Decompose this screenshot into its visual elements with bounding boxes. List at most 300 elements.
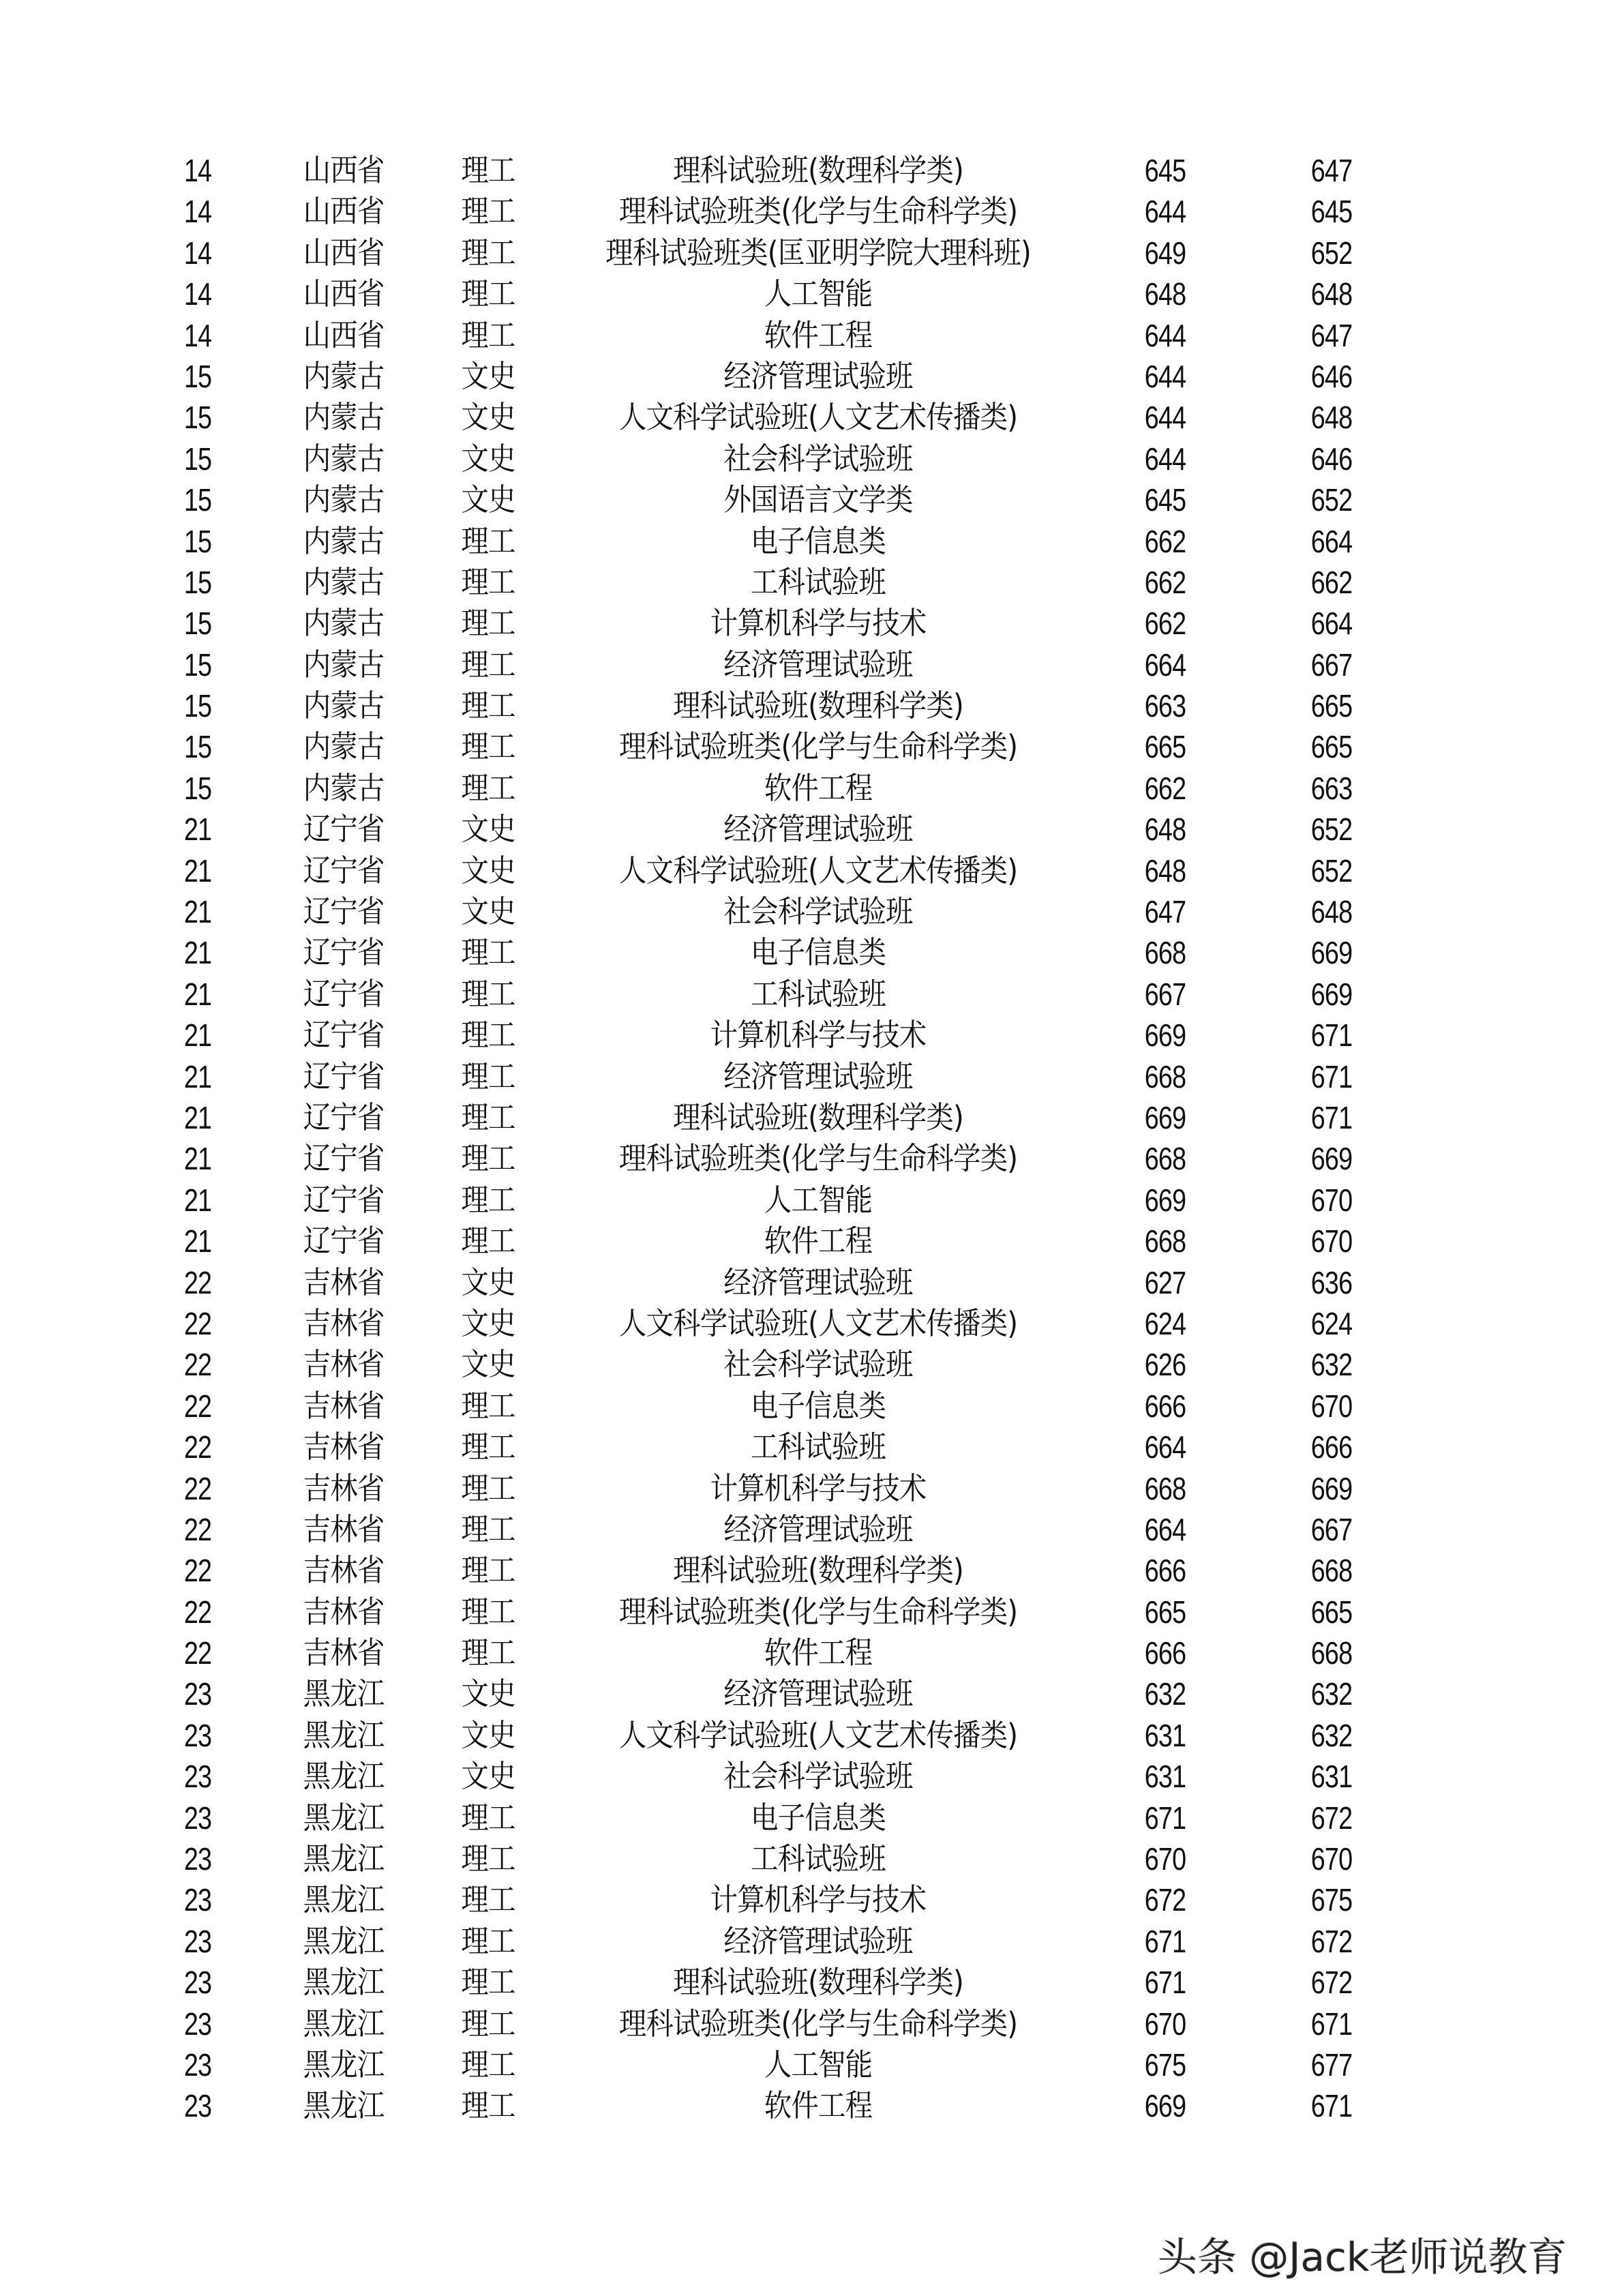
province-cell: 山西省 — [303, 275, 385, 312]
province-cell: 内蒙古 — [303, 522, 385, 559]
province-code-cell: 21 — [183, 1017, 212, 1054]
table-row — [0, 438, 1622, 479]
table-row — [0, 191, 1622, 232]
major-cell: 软件工程 — [764, 1223, 873, 1259]
major-cell: 理科试验班类(化学与生命科学类) — [618, 2005, 1018, 2042]
major-cell: 理科试验班(数理科学类) — [673, 1552, 963, 1589]
max-score-cell: 670 — [1310, 1388, 1353, 1424]
min-score-cell: 671 — [1144, 1923, 1186, 1959]
major-cell: 经济管理试验班 — [723, 1264, 913, 1300]
max-score-cell: 646 — [1310, 358, 1353, 394]
province-code-cell: 22 — [183, 1635, 212, 1671]
province-cell: 吉林省 — [303, 1346, 385, 1383]
province-code-cell: 22 — [183, 1511, 212, 1547]
table-row — [0, 932, 1622, 973]
province-code-cell: 15 — [183, 729, 212, 765]
max-score-cell: 652 — [1310, 811, 1353, 848]
min-score-cell: 644 — [1144, 317, 1186, 353]
max-score-cell: 664 — [1310, 606, 1353, 642]
min-score-cell: 648 — [1144, 852, 1186, 889]
major-cell: 电子信息类 — [750, 522, 886, 559]
table-row — [0, 315, 1622, 356]
min-score-cell: 662 — [1144, 770, 1186, 806]
category-cell: 理工 — [461, 1510, 515, 1547]
max-score-cell: 648 — [1310, 400, 1353, 436]
province-code-cell: 23 — [183, 2006, 212, 2042]
max-score-cell: 670 — [1310, 1841, 1353, 1877]
table-row — [0, 1097, 1622, 1138]
province-code-cell: 14 — [183, 235, 212, 271]
province-cell: 辽宁省 — [303, 1099, 385, 1135]
max-score-cell: 671 — [1310, 1017, 1353, 1054]
province-code-cell: 21 — [183, 1058, 212, 1094]
category-cell: 文史 — [461, 1758, 515, 1795]
category-cell: 理工 — [461, 1223, 515, 1259]
province-cell: 辽宁省 — [303, 852, 385, 889]
min-score-cell: 624 — [1144, 1305, 1186, 1341]
major-cell: 工科试验班 — [750, 1429, 886, 1465]
province-code-cell: 15 — [183, 606, 212, 642]
category-cell: 理工 — [461, 563, 515, 600]
table-row — [0, 1056, 1622, 1097]
major-cell: 电子信息类 — [750, 1387, 886, 1424]
min-score-cell: 632 — [1144, 1676, 1186, 1712]
category-cell: 理工 — [461, 605, 515, 642]
table-row — [0, 1344, 1622, 1385]
table-row — [0, 562, 1622, 603]
max-score-cell: 631 — [1310, 1759, 1353, 1795]
table-row — [0, 1386, 1622, 1427]
max-score-cell: 652 — [1310, 482, 1353, 518]
province-code-cell: 21 — [183, 894, 212, 930]
min-score-cell: 667 — [1144, 976, 1186, 1012]
max-score-cell: 672 — [1310, 1800, 1353, 1836]
max-score-cell: 670 — [1310, 1182, 1353, 1218]
major-cell: 人文科学试验班(人文艺术传播类) — [618, 399, 1018, 436]
max-score-cell: 667 — [1310, 646, 1353, 683]
min-score-cell: 669 — [1144, 2088, 1186, 2124]
province-code-cell: 22 — [183, 1347, 212, 1383]
province-cell: 吉林省 — [303, 1470, 385, 1506]
category-cell: 理工 — [461, 522, 515, 559]
province-code-cell: 21 — [183, 976, 212, 1012]
province-code-cell: 23 — [183, 1676, 212, 1712]
max-score-cell: 636 — [1310, 1264, 1353, 1300]
province-code-cell: 21 — [183, 1141, 212, 1177]
category-cell: 文史 — [461, 440, 515, 477]
category-cell: 理工 — [461, 152, 515, 188]
province-cell: 吉林省 — [303, 1429, 385, 1465]
major-cell: 社会科学试验班 — [723, 1346, 913, 1383]
max-score-cell: 665 — [1310, 688, 1353, 724]
table-row — [0, 644, 1622, 685]
province-cell: 辽宁省 — [303, 1017, 385, 1054]
min-score-cell: 626 — [1144, 1347, 1186, 1383]
province-cell: 内蒙古 — [303, 481, 385, 518]
min-score-cell: 664 — [1144, 1511, 1186, 1547]
category-cell: 文史 — [461, 1716, 515, 1753]
province-cell: 黑龙江 — [303, 1964, 385, 2001]
major-cell: 经济管理试验班 — [723, 1510, 913, 1547]
min-score-cell: 669 — [1144, 1099, 1186, 1135]
table-row — [0, 1673, 1622, 1714]
category-cell: 理工 — [461, 1058, 515, 1094]
province-code-cell: 14 — [183, 194, 212, 230]
table-row — [0, 2044, 1622, 2085]
major-cell: 计算机科学与技术 — [710, 1017, 927, 1054]
table-row — [0, 2003, 1622, 2044]
table-row — [0, 603, 1622, 644]
province-code-cell: 15 — [183, 441, 212, 477]
major-cell: 理科试验班类(化学与生命科学类) — [618, 193, 1018, 230]
category-cell: 理工 — [461, 1593, 515, 1630]
major-cell: 理科试验班(数理科学类) — [673, 152, 963, 188]
min-score-cell: 665 — [1144, 1594, 1186, 1630]
category-cell: 文史 — [461, 481, 515, 518]
province-code-cell: 14 — [183, 153, 212, 188]
min-score-cell: 669 — [1144, 1182, 1186, 1218]
category-cell: 文史 — [461, 1675, 515, 1712]
min-score-cell: 672 — [1144, 1882, 1186, 1918]
province-code-cell: 15 — [183, 770, 212, 806]
min-score-cell: 665 — [1144, 729, 1186, 765]
table-row — [0, 233, 1622, 273]
province-cell: 吉林省 — [303, 1593, 385, 1630]
table-row — [0, 1509, 1622, 1550]
province-cell: 黑龙江 — [303, 1716, 385, 1753]
category-cell: 理工 — [461, 728, 515, 765]
max-score-cell: 662 — [1310, 564, 1353, 600]
major-cell: 理科试验班类(化学与生命科学类) — [618, 1140, 1018, 1177]
max-score-cell: 646 — [1310, 441, 1353, 477]
province-cell: 黑龙江 — [303, 1758, 385, 1795]
major-cell: 理科试验班(数理科学类) — [673, 1099, 963, 1135]
max-score-cell: 663 — [1310, 770, 1353, 806]
min-score-cell: 627 — [1144, 1264, 1186, 1300]
category-cell: 理工 — [461, 2087, 515, 2124]
province-cell: 辽宁省 — [303, 1140, 385, 1177]
max-score-cell: 669 — [1310, 935, 1353, 971]
max-score-cell: 672 — [1310, 1923, 1353, 1959]
min-score-cell: 644 — [1144, 194, 1186, 230]
min-score-cell: 662 — [1144, 523, 1186, 559]
table-row — [0, 2085, 1622, 2126]
major-cell: 计算机科学与技术 — [710, 1881, 927, 1918]
table-row — [0, 1180, 1622, 1221]
table-row — [0, 1015, 1622, 1056]
max-score-cell: 670 — [1310, 1223, 1353, 1259]
min-score-cell: 649 — [1144, 235, 1186, 271]
min-score-cell: 648 — [1144, 276, 1186, 312]
category-cell: 理工 — [461, 1181, 515, 1218]
category-cell: 文史 — [461, 1264, 515, 1300]
province-cell: 辽宁省 — [303, 1181, 385, 1218]
province-cell: 黑龙江 — [303, 1881, 385, 1918]
table-row — [0, 891, 1622, 932]
max-score-cell: 668 — [1310, 1553, 1353, 1589]
category-cell: 理工 — [461, 769, 515, 806]
table-row — [0, 1468, 1622, 1509]
province-code-cell: 23 — [183, 1923, 212, 1959]
category-cell: 理工 — [461, 193, 515, 230]
major-cell: 人工智能 — [764, 2046, 873, 2083]
min-score-cell: 671 — [1144, 1800, 1186, 1836]
max-score-cell: 669 — [1310, 1470, 1353, 1506]
max-score-cell: 668 — [1310, 1635, 1353, 1671]
score-table — [0, 150, 1622, 2127]
province-cell: 黑龙江 — [303, 1799, 385, 1836]
min-score-cell: 644 — [1144, 441, 1186, 477]
province-cell: 内蒙古 — [303, 357, 385, 394]
category-cell: 文史 — [461, 811, 515, 848]
table-row — [0, 1756, 1622, 1797]
min-score-cell: 647 — [1144, 894, 1186, 930]
table-row — [0, 1921, 1622, 1962]
major-cell: 理科试验班类(化学与生命科学类) — [618, 728, 1018, 765]
category-cell: 理工 — [461, 316, 515, 353]
table-row — [0, 1798, 1622, 1838]
min-score-cell: 666 — [1144, 1553, 1186, 1589]
min-score-cell: 644 — [1144, 400, 1186, 436]
max-score-cell: 632 — [1310, 1676, 1353, 1712]
province-cell: 内蒙古 — [303, 399, 385, 436]
major-cell: 社会科学试验班 — [723, 1758, 913, 1795]
major-cell: 工科试验班 — [750, 975, 886, 1012]
province-cell: 吉林省 — [303, 1552, 385, 1589]
max-score-cell: 671 — [1310, 1099, 1353, 1135]
province-cell: 吉林省 — [303, 1510, 385, 1547]
province-code-cell: 15 — [183, 358, 212, 394]
province-cell: 黑龙江 — [303, 1922, 385, 1959]
max-score-cell: 672 — [1310, 1965, 1353, 2001]
table-row — [0, 1592, 1622, 1632]
max-score-cell: 665 — [1310, 1594, 1353, 1630]
max-score-cell: 648 — [1310, 894, 1353, 930]
province-code-cell: 22 — [183, 1470, 212, 1506]
province-cell: 辽宁省 — [303, 934, 385, 971]
category-cell: 文史 — [461, 852, 515, 889]
min-score-cell: 668 — [1144, 1223, 1186, 1259]
province-cell: 辽宁省 — [303, 893, 385, 930]
province-code-cell: 21 — [183, 1223, 212, 1259]
min-score-cell: 644 — [1144, 358, 1186, 394]
category-cell: 理工 — [461, 1099, 515, 1135]
table-row — [0, 1715, 1622, 1756]
category-cell: 理工 — [461, 934, 515, 971]
province-code-cell: 21 — [183, 852, 212, 889]
max-score-cell: 652 — [1310, 235, 1353, 271]
max-score-cell: 666 — [1310, 1429, 1353, 1465]
province-cell: 辽宁省 — [303, 1058, 385, 1094]
table-row — [0, 150, 1622, 191]
table-row — [0, 809, 1622, 850]
table-row — [0, 397, 1622, 438]
category-cell: 文史 — [461, 399, 515, 436]
category-cell: 理工 — [461, 1799, 515, 1836]
table-row — [0, 356, 1622, 397]
major-cell: 理科试验班类(匡亚明学院大理科班) — [605, 234, 1031, 271]
max-score-cell: 671 — [1310, 2088, 1353, 2124]
province-cell: 吉林省 — [303, 1387, 385, 1424]
province-cell: 辽宁省 — [303, 1223, 385, 1259]
category-cell: 理工 — [461, 1840, 515, 1877]
category-cell: 理工 — [461, 2046, 515, 2083]
min-score-cell: 668 — [1144, 1058, 1186, 1094]
province-cell: 吉林省 — [303, 1264, 385, 1300]
max-score-cell: 664 — [1310, 523, 1353, 559]
max-score-cell: 647 — [1310, 153, 1353, 188]
min-score-cell: 669 — [1144, 1017, 1186, 1054]
province-cell: 内蒙古 — [303, 728, 385, 765]
table-row — [0, 1632, 1622, 1673]
min-score-cell: 663 — [1144, 688, 1186, 724]
province-code-cell: 22 — [183, 1553, 212, 1589]
province-code-cell: 21 — [183, 1182, 212, 1218]
major-cell: 人文科学试验班(人文艺术传播类) — [618, 1716, 1018, 1753]
province-cell: 黑龙江 — [303, 2005, 385, 2042]
category-cell: 文史 — [461, 893, 515, 930]
major-cell: 经济管理试验班 — [723, 1922, 913, 1959]
min-score-cell: 662 — [1144, 606, 1186, 642]
province-cell: 山西省 — [303, 152, 385, 188]
table-row — [0, 1838, 1622, 1879]
table-row — [0, 1138, 1622, 1179]
province-code-cell: 14 — [183, 276, 212, 312]
province-cell: 黑龙江 — [303, 2046, 385, 2083]
category-cell: 理工 — [461, 2005, 515, 2042]
category-cell: 理工 — [461, 1881, 515, 1918]
province-code-cell: 15 — [183, 523, 212, 559]
min-score-cell: 670 — [1144, 2006, 1186, 2042]
major-cell: 经济管理试验班 — [723, 1058, 913, 1094]
province-code-cell: 22 — [183, 1305, 212, 1341]
min-score-cell: 664 — [1144, 646, 1186, 683]
max-score-cell: 632 — [1310, 1717, 1353, 1753]
min-score-cell: 645 — [1144, 153, 1186, 188]
major-cell: 经济管理试验班 — [723, 357, 913, 394]
province-cell: 黑龙江 — [303, 2087, 385, 2124]
table-row — [0, 768, 1622, 809]
province-code-cell: 23 — [183, 1759, 212, 1795]
min-score-cell: 631 — [1144, 1717, 1186, 1753]
table-row — [0, 850, 1622, 891]
province-code-cell: 23 — [183, 1717, 212, 1753]
max-score-cell: 667 — [1310, 1511, 1353, 1547]
category-cell: 理工 — [461, 1429, 515, 1465]
major-cell: 软件工程 — [764, 1635, 873, 1671]
province-code-cell: 23 — [183, 1882, 212, 1918]
table-row — [0, 1262, 1622, 1303]
province-cell: 黑龙江 — [303, 1840, 385, 1877]
major-cell: 计算机科学与技术 — [710, 1470, 927, 1506]
table-row — [0, 1303, 1622, 1344]
major-cell: 软件工程 — [764, 316, 873, 353]
category-cell: 文史 — [461, 357, 515, 394]
province-code-cell: 21 — [183, 935, 212, 971]
province-code-cell: 22 — [183, 1388, 212, 1424]
province-code-cell: 22 — [183, 1429, 212, 1465]
major-cell: 工科试验班 — [750, 1840, 886, 1877]
max-score-cell: 645 — [1310, 194, 1353, 230]
major-cell: 理科试验班(数理科学类) — [673, 687, 963, 724]
category-cell: 理工 — [461, 1470, 515, 1506]
category-cell: 理工 — [461, 1964, 515, 2001]
min-score-cell: 664 — [1144, 1429, 1186, 1465]
major-cell: 软件工程 — [764, 769, 873, 806]
province-code-cell: 23 — [183, 1800, 212, 1836]
max-score-cell: 677 — [1310, 2046, 1353, 2083]
category-cell: 理工 — [461, 687, 515, 724]
province-code-cell: 23 — [183, 1841, 212, 1877]
max-score-cell: 652 — [1310, 852, 1353, 889]
category-cell: 理工 — [461, 1922, 515, 1959]
province-code-cell: 15 — [183, 482, 212, 518]
major-cell: 外国语言文学类 — [723, 481, 913, 518]
max-score-cell: 671 — [1310, 2006, 1353, 2042]
province-cell: 吉林省 — [303, 1304, 385, 1341]
max-score-cell: 675 — [1310, 1882, 1353, 1918]
major-cell: 社会科学试验班 — [723, 440, 913, 477]
province-code-cell: 15 — [183, 564, 212, 600]
province-cell: 内蒙古 — [303, 605, 385, 642]
province-cell: 内蒙古 — [303, 769, 385, 806]
major-cell: 经济管理试验班 — [723, 646, 913, 683]
province-cell: 山西省 — [303, 193, 385, 230]
min-score-cell: 668 — [1144, 1141, 1186, 1177]
min-score-cell: 668 — [1144, 935, 1186, 971]
province-code-cell: 15 — [183, 688, 212, 724]
table-row — [0, 1221, 1622, 1262]
category-cell: 文史 — [461, 1346, 515, 1383]
min-score-cell: 648 — [1144, 811, 1186, 848]
province-cell: 辽宁省 — [303, 975, 385, 1012]
min-score-cell: 645 — [1144, 482, 1186, 518]
major-cell: 人工智能 — [764, 275, 873, 312]
min-score-cell: 631 — [1144, 1759, 1186, 1795]
province-code-cell: 22 — [183, 1264, 212, 1300]
min-score-cell: 668 — [1144, 1470, 1186, 1506]
min-score-cell: 671 — [1144, 1965, 1186, 2001]
table-row — [0, 685, 1622, 726]
max-score-cell: 665 — [1310, 729, 1353, 765]
max-score-cell: 632 — [1310, 1347, 1353, 1383]
min-score-cell: 662 — [1144, 564, 1186, 600]
table-row — [0, 1962, 1622, 2003]
max-score-cell: 669 — [1310, 1141, 1353, 1177]
province-code-cell: 21 — [183, 1099, 212, 1135]
table-row — [0, 974, 1622, 1015]
category-cell: 理工 — [461, 275, 515, 312]
province-cell: 吉林省 — [303, 1635, 385, 1671]
min-score-cell: 666 — [1144, 1388, 1186, 1424]
category-cell: 理工 — [461, 1387, 515, 1424]
province-cell: 山西省 — [303, 316, 385, 353]
province-code-cell: 15 — [183, 646, 212, 683]
major-cell: 经济管理试验班 — [723, 1675, 913, 1712]
province-code-cell: 22 — [183, 1594, 212, 1630]
max-score-cell: 647 — [1310, 317, 1353, 353]
major-cell: 人文科学试验班(人文艺术传播类) — [618, 852, 1018, 889]
table-row — [0, 1427, 1622, 1467]
min-score-cell: 666 — [1144, 1635, 1186, 1671]
category-cell: 理工 — [461, 234, 515, 271]
watermark: 头条 @Jack老师说教育 — [1158, 2234, 1567, 2280]
category-cell: 文史 — [461, 1304, 515, 1341]
table-row — [0, 1550, 1622, 1591]
max-score-cell: 669 — [1310, 976, 1353, 1012]
table-row — [0, 726, 1622, 767]
province-code-cell: 14 — [183, 317, 212, 353]
